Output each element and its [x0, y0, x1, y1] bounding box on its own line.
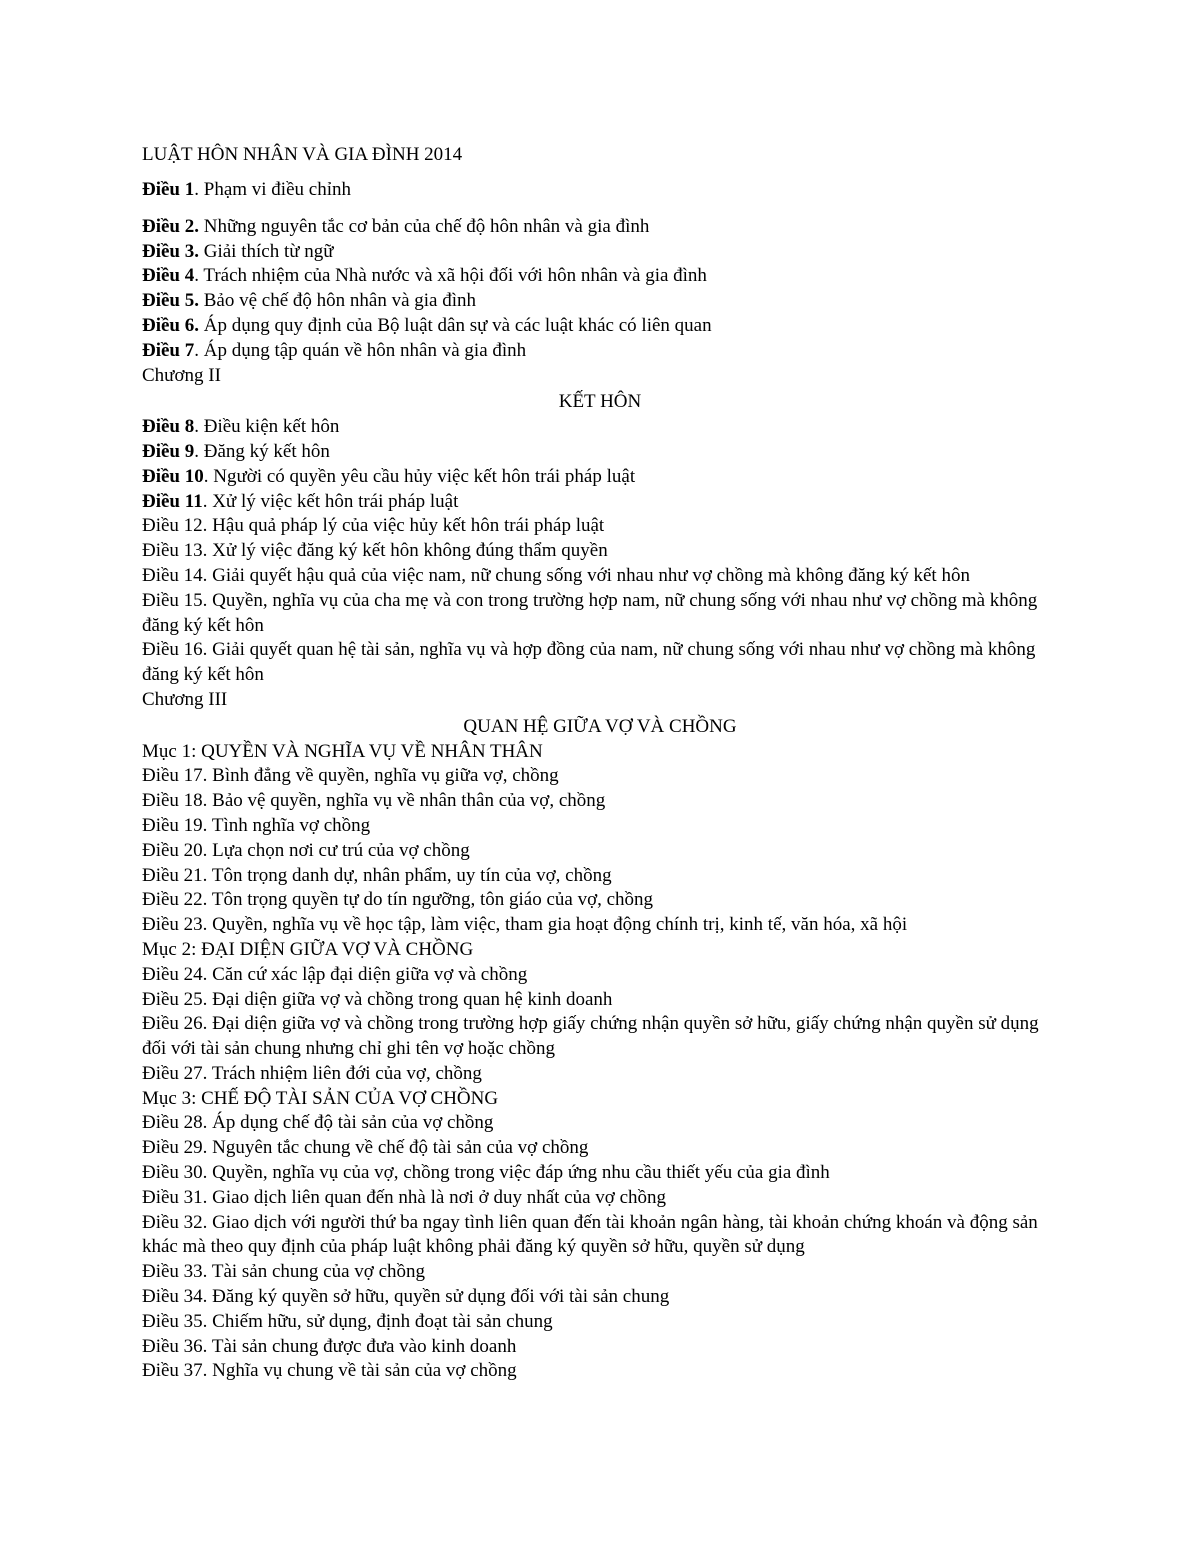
article-line	[142, 440, 1058, 465]
article-line: Điều 17. Bình đẳng về quyền, nghĩa vụ giữa vợ, chồng	[142, 765, 559, 787]
article-line: Điều 30. Quyền, nghĩa vụ của vợ, chồng trong việc đáp ứng nhu cầu thiết yếu của gia đình	[142, 1162, 830, 1184]
article-line: Điều 31. Giao dịch liên quan đến nhà là nơi ở duy nhất của vợ chồng	[142, 1186, 667, 1208]
article-line: Điều 25. Đại diện giữa vợ và chồng trong quan hệ kinh doanh	[142, 988, 613, 1010]
article-line: Điều 18. Bảo vệ quyền, nghĩa vụ về nhân thân của vợ, chồng	[142, 790, 606, 812]
article-number: Điều 6.	[142, 314, 199, 336]
article-number: Điều 11	[142, 490, 203, 512]
article-title: Bảo vệ chế độ hôn nhân và gia đình	[199, 290, 477, 312]
article-line: Điều 23. Quyền, nghĩa vụ về học tập, làm việc, tham gia hoạt động chính trị, kinh tế, văn hóa, xã hội	[142, 914, 908, 936]
article-number: Điều 5.	[142, 290, 199, 312]
article-line: Điều 15. Quyền, nghĩa vụ của cha mẹ và con trong trường hợp nam, nữ chung sống với nhau như vợ chồng mà không đăng ký kết hôn	[142, 589, 1038, 636]
section-heading: Mục 1: QUYỀN VÀ NGHĨA VỤ VỀ NHÂN THÂN	[142, 740, 543, 762]
article-number: Điều 7	[142, 339, 195, 361]
article-line	[142, 415, 1058, 440]
document-page	[142, 142, 1058, 1384]
article-number: Điều 1	[142, 179, 195, 200]
article-line: Điều 22. Tôn trọng quyền tự do tín ngưỡng, tôn giáo của vợ, chồng	[142, 889, 654, 911]
article-line	[142, 240, 1058, 265]
article-line: Điều 13. Xử lý việc đăng ký kết hôn không đúng thẩm quyền	[142, 540, 608, 562]
article-title: . Áp dụng tập quán về hôn nhân và gia đình	[194, 339, 527, 361]
chapter-heading: Chương II	[142, 364, 221, 386]
document-title: LUẬT HÔN NHÂN VÀ GIA ĐÌNH 2014	[142, 144, 463, 165]
article-number: Điều 3.	[142, 240, 199, 262]
section-heading: Mục 2: ĐẠI DIỆN GIỮA VỢ VÀ CHỒNG	[142, 938, 474, 960]
chapter-heading: Chương III	[142, 688, 228, 710]
article-line: Điều 34. Đăng ký quyền sở hữu, quyền sử dụng đối với tài sản chung	[142, 1286, 670, 1308]
article-line: Điều 36. Tài sản chung được đưa vào kinh doanh	[142, 1335, 517, 1357]
article-line	[142, 465, 1058, 490]
article-line: Điều 12. Hậu quả pháp lý của việc hủy kết hôn trái pháp luật	[142, 515, 605, 537]
article-number: Điều 4	[142, 265, 195, 287]
article-line: Điều 21. Tôn trọng danh dự, nhân phẩm, uy tín của vợ, chồng	[142, 864, 612, 886]
article-line	[142, 314, 1058, 339]
article-line: Điều 33. Tài sản chung của vợ chồng	[142, 1261, 426, 1283]
article-title: Áp dụng quy định của Bộ luật dân sự và các luật khác có liên quan	[199, 314, 712, 336]
article-title: . Phạm vi điều chỉnh	[194, 179, 351, 200]
article-title: . Điều kiện kết hôn	[194, 416, 340, 438]
article-line	[142, 215, 1058, 240]
document-body	[142, 178, 1058, 1384]
article-line: Điều 35. Chiếm hữu, sử dụng, định đoạt tài sản chung	[142, 1310, 553, 1332]
chapter-title: KẾT HÔN	[558, 391, 642, 413]
article-title: Giải thích từ ngữ	[199, 240, 334, 262]
article-line: Điều 24. Căn cứ xác lập đại diện giữa vợ và chồng	[142, 963, 528, 985]
article-title: Những nguyên tắc cơ bản của chế độ hôn nhân và gia đình	[199, 215, 650, 237]
article-line: Điều 32. Giao dịch với người thứ ba ngay tình liên quan đến tài khoản ngân hàng, tài khoản chứng khoán và động sản khác mà theo quy định của pháp luật không phải đăng ký quyền sở hữu, quyền sử dụng	[142, 1211, 1038, 1258]
article-line	[142, 490, 1058, 515]
chapter-title: QUAN HỆ GIỮA VỢ VÀ CHỒNG	[463, 715, 737, 737]
article-line: Điều 20. Lựa chọn nơi cư trú của vợ chồng	[142, 839, 470, 861]
article-line	[142, 339, 1058, 364]
article-title: . Xử lý việc kết hôn trái pháp luật	[202, 490, 459, 512]
article-line: Điều 14. Giải quyết hậu quả của việc nam, nữ chung sống với nhau như vợ chồng mà không đăng ký kết hôn	[142, 564, 970, 586]
article-number: Điều 2.	[142, 215, 199, 237]
article-title: . Đăng ký kết hôn	[194, 440, 330, 462]
article-title: . Người có quyền yêu cầu hủy việc kết hôn trái pháp luật	[203, 465, 636, 487]
article-number: Điều 9	[142, 440, 195, 462]
article-line: Điều 29. Nguyên tắc chung về chế độ tài sản của vợ chồng	[142, 1137, 589, 1159]
article-line: Điều 16. Giải quyết quan hệ tài sản, nghĩa vụ và hợp đồng của nam, nữ chung sống với nhau như vợ chồng mà không đăng ký kết hôn	[142, 639, 1036, 686]
section-heading: Mục 3: CHẾ ĐỘ TÀI SẢN CỦA VỢ CHỒNG	[142, 1087, 499, 1109]
article-line	[142, 264, 1058, 289]
article-number: Điều 10	[142, 465, 204, 487]
article-line	[142, 289, 1058, 314]
article-title: . Trách nhiệm của Nhà nước và xã hội đối với hôn nhân và gia đình	[194, 265, 707, 287]
article-line: Điều 27. Trách nhiệm liên đới của vợ, chồng	[142, 1062, 482, 1084]
article-line: Điều 37. Nghĩa vụ chung về tài sản của vợ chồng	[142, 1360, 517, 1382]
article-number: Điều 8	[142, 416, 195, 438]
article-line: Điều 19. Tình nghĩa vợ chồng	[142, 814, 371, 836]
article-line	[142, 178, 1058, 203]
article-line: Điều 26. Đại diện giữa vợ và chồng trong trường hợp giấy chứng nhận quyền sở hữu, giấy chứng nhận quyền sử dụng đối với tài sản chung nhưng chỉ ghi tên vợ hoặc chồng	[142, 1013, 1039, 1060]
article-line: Điều 28. Áp dụng chế độ tài sản của vợ chồng	[142, 1112, 494, 1134]
